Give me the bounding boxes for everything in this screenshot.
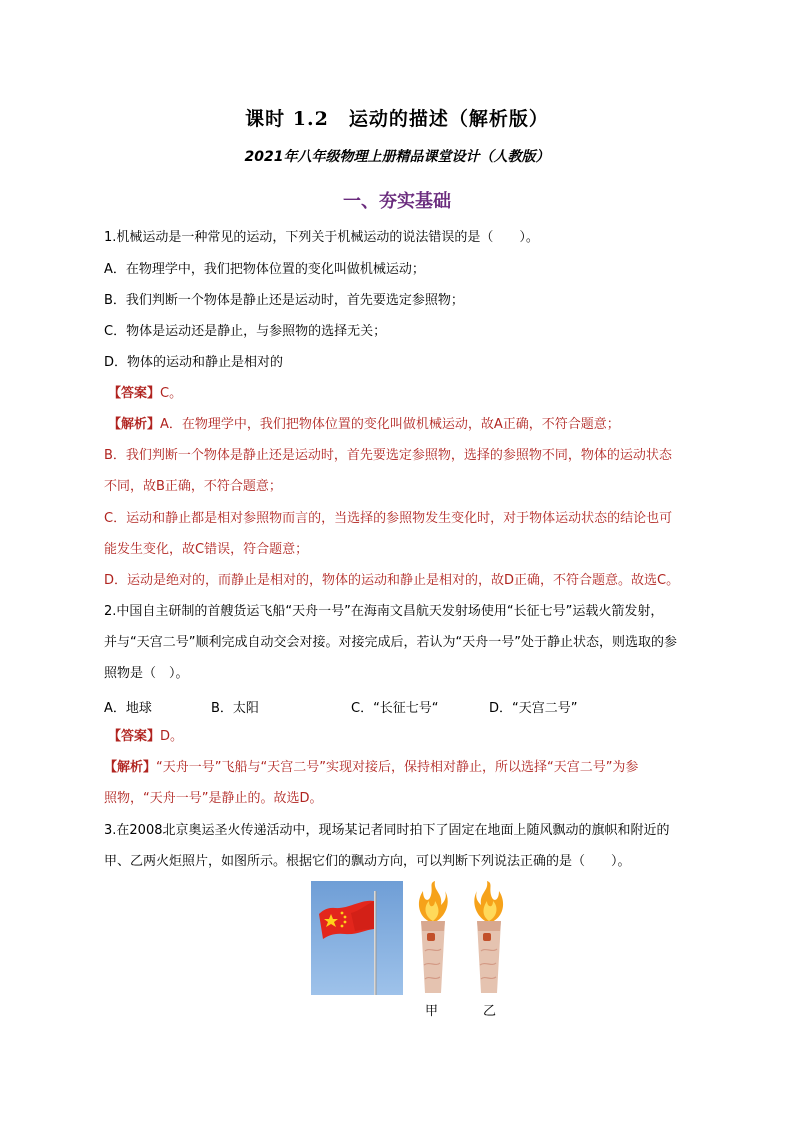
q2-options: [104, 697, 724, 715]
torch-a: [411, 881, 453, 995]
answer-tag: 【答案】: [108, 386, 161, 401]
torch-a-label: 甲: [425, 1004, 439, 1019]
q1-option-d: D．物体的运动和静止是相对的: [104, 355, 284, 370]
analysis-text: “天舟一号”飞船与“天宫二号”实现对接后，保持相对静止，所以选择“天宫二号”为参: [156, 760, 639, 775]
q2-stem-line-1: 2.中国自主研制的首艘货运飞船“天舟一号”在海南文昌航天发射场使用“长征七号”运载火箭发射，: [104, 604, 664, 619]
q2-option-d: D．“天宫二号”: [489, 701, 578, 716]
q1-analysis-line-3: 不同，故B正确，不符合题意；: [104, 479, 282, 494]
torch-a-illustration: [411, 881, 453, 995]
q1-answer: [108, 385, 728, 403]
answer-value: C。: [160, 386, 183, 401]
q1-option-b: B．我们判断一个物体是静止还是运动时，首先要选定参照物；: [104, 293, 464, 308]
q2-option-b: B．太阳: [211, 701, 259, 716]
torch-b: [469, 881, 511, 995]
q3-stem-line-2: 甲、乙两火炬照片，如图所示。根据它们的飘动方向，可以判断下列说法正确的是（ ）。: [104, 854, 631, 869]
analysis-tag: 【解析】: [104, 760, 157, 775]
q2-option-c: C．“长征七号“: [351, 701, 439, 716]
q2-analysis-line-1: [104, 759, 724, 777]
q1-analysis-line-5: 能发生变化，故C错误，符合题意；: [104, 542, 309, 557]
torch-b-illustration: [469, 881, 511, 995]
q2-answer: [108, 728, 728, 746]
document-title: 课时 1.2 运动的描述（解析版）: [245, 108, 549, 130]
q2-stem-line-2: 并与“天宫二号”顺利完成自动交会对接。对接完成后，若认为“天舟一号”处于静止状态，则选取的参: [104, 635, 677, 650]
flag-photo: [311, 881, 403, 995]
q1-analysis-line-2: B．我们判断一个物体是静止还是运动时，首先要选定参照物，选择的参照物不同，物体的运动状态: [104, 448, 672, 463]
q1-analysis-line-1: [108, 416, 728, 434]
q1-analysis-line-4: C．运动和静止都是相对参照物而言的，当选择的参照物发生变化时，对于物体运动状态的结论也可: [104, 511, 673, 526]
q2-analysis-line-2: 照物，“天舟一号”是静止的。故选D。: [104, 791, 323, 806]
answer-value: D。: [160, 729, 184, 744]
q2-option-a: A．地球: [104, 701, 152, 716]
q1-analysis-line-6: D．运动是绝对的，而静止是相对的，物体的运动和静止是相对的，故D正确，不符合题意。故选C。: [104, 573, 680, 588]
q1-stem: 1.机械运动是一种常见的运动，下列关于机械运动的说法错误的是（ ）。: [104, 230, 539, 245]
document-subtitle: 2021年八年级物理上册精品课堂设计（人教版）: [244, 149, 550, 165]
q3-stem-line-1: 3.在2008北京奥运圣火传递活动中，现场某记者同时拍下了固定在地面上随风飘动的旗帜和附近的: [104, 823, 670, 838]
q2-stem-line-3: 照物是（ ）。: [104, 666, 189, 681]
torch-b-label: 乙: [483, 1004, 497, 1019]
answer-tag: 【答案】: [108, 729, 161, 744]
q1-option-a: A．在物理学中，我们把物体位置的变化叫做机械运动；: [104, 262, 425, 277]
flag-illustration: [311, 881, 403, 995]
analysis-text: A．在物理学中，我们把物体位置的变化叫做机械运动，故A正确，不符合题意；: [160, 417, 620, 432]
q1-option-c: C．物体是运动还是静止，与参照物的选择无关；: [104, 324, 387, 339]
section-heading: 一、夯实基础: [343, 191, 451, 212]
analysis-tag: 【解析】: [108, 417, 161, 432]
